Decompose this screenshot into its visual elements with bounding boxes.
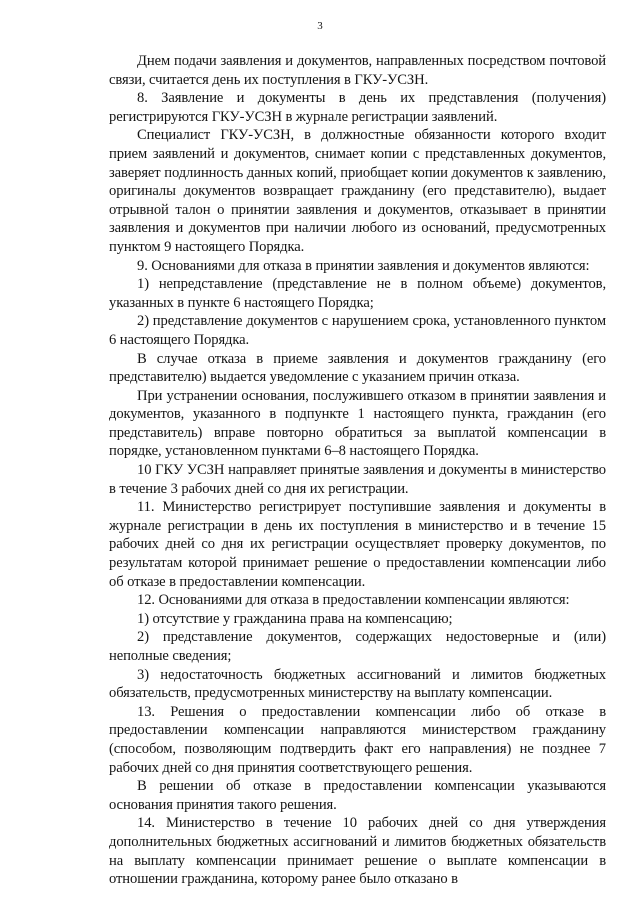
paragraph-12-item-3: 3) недостаточность бюджетных ассигнований и лимитов бюджетных обязательств, предусмотренных министерству на выплату компенсации.: [109, 666, 606, 702]
paragraph-9: 9. Основаниями для отказа в принятии заявления и документов являются:: [137, 257, 590, 274]
paragraph-8: 8. Заявление и документы в день их представления (получения) регистрируются ГКУ-УСЗН в журнале регистрации заявлений.: [109, 90, 606, 125]
paragraph-9-item-2: 2) представление документов с нарушением срока, установленного пунктом 6 настоящего Порядка.: [109, 313, 606, 348]
page-number: 3: [317, 20, 323, 32]
paragraph-11: 11. Министерство регистрирует поступившие заявления и документы в журнале регистрации в день их поступления в министерство и в течение 15 рабочих дней со дня их регистрации осуществляет проверку документов, по результатам которой принимает решение о предоставлении компенсации либо об отказе в предоставлении компенсации.: [109, 499, 606, 590]
paragraph-14: 14. Министерство в течение 10 рабочих дней со дня утверждения дополнительных бюджетных ассигнований и лимитов бюджетных обязательств на выплату компенсации принимает решение о выплате компенсации в отношении гражданина, которому ранее было отказано в: [109, 815, 606, 888]
paragraph-13: 13. Решения о предоставлении компенсации либо об отказе в предоставлении компенсации направляются министерством гражданину (способом, позволяющим подтвердить факт его направления) не позднее 7 рабочих дней со дня принятия соответствующего решения.: [109, 703, 606, 776]
paragraph-refusal-grounds: В решении об отказе в предоставлении компенсации указываются основания принятия такого решения.: [109, 778, 606, 813]
paragraph-12-item-1: 1) отсутствие у гражданина права на компенсацию;: [137, 610, 453, 627]
paragraph-specialist: Специалист ГКУ-УСЗН, в должностные обязанности которого входит прием заявлений и документов, снимает копии с представленных документов, заверяет подлинность данных копий, приобщает копии документов к заявлению, оригиналы документов возвращает гражданину (его представителю), выдает отрывной талон о принятии заявления и документов, отказывает в принятии заявления и документов при наличии любого из оснований, предусмотренных пунктом 9 настоящего Порядка.: [109, 127, 606, 255]
paragraph-12: 12. Основаниями для отказа в предоставлении компенсации являются:: [137, 592, 570, 609]
paragraph-submission-date: Днем подачи заявления и документов, направленных посредством почтовой связи, считается день их поступления в ГКУ-УСЗН.: [109, 53, 606, 88]
paragraph-12-item-2: 2) представление документов, содержащих недостоверные и (или) неполные сведения;: [109, 629, 606, 664]
paragraph-9-item-1: 1) непредставление (представление не в полном объеме) документов, указанных в пункте 6 настоящего Порядка;: [109, 276, 606, 311]
paragraph-refusal-notice: В случае отказа в приеме заявления и документов гражданину (его представителю) выдается уведомление с указанием причин отказа.: [109, 350, 606, 386]
paragraph-resubmission: При устранении основания, послужившего отказом в принятии заявления и документов, указанного в подпункте 1 настоящего пункта, гражданин (его представитель) вправе повторно обратиться за выплатой компенсации в порядке, установленном пунктами 6–8 настоящего Порядка.: [109, 387, 606, 460]
paragraph-10: 10 ГКУ УСЗН направляет принятые заявления и документы в министерство в течение 3 рабочих дней со дня их регистрации.: [109, 462, 606, 497]
